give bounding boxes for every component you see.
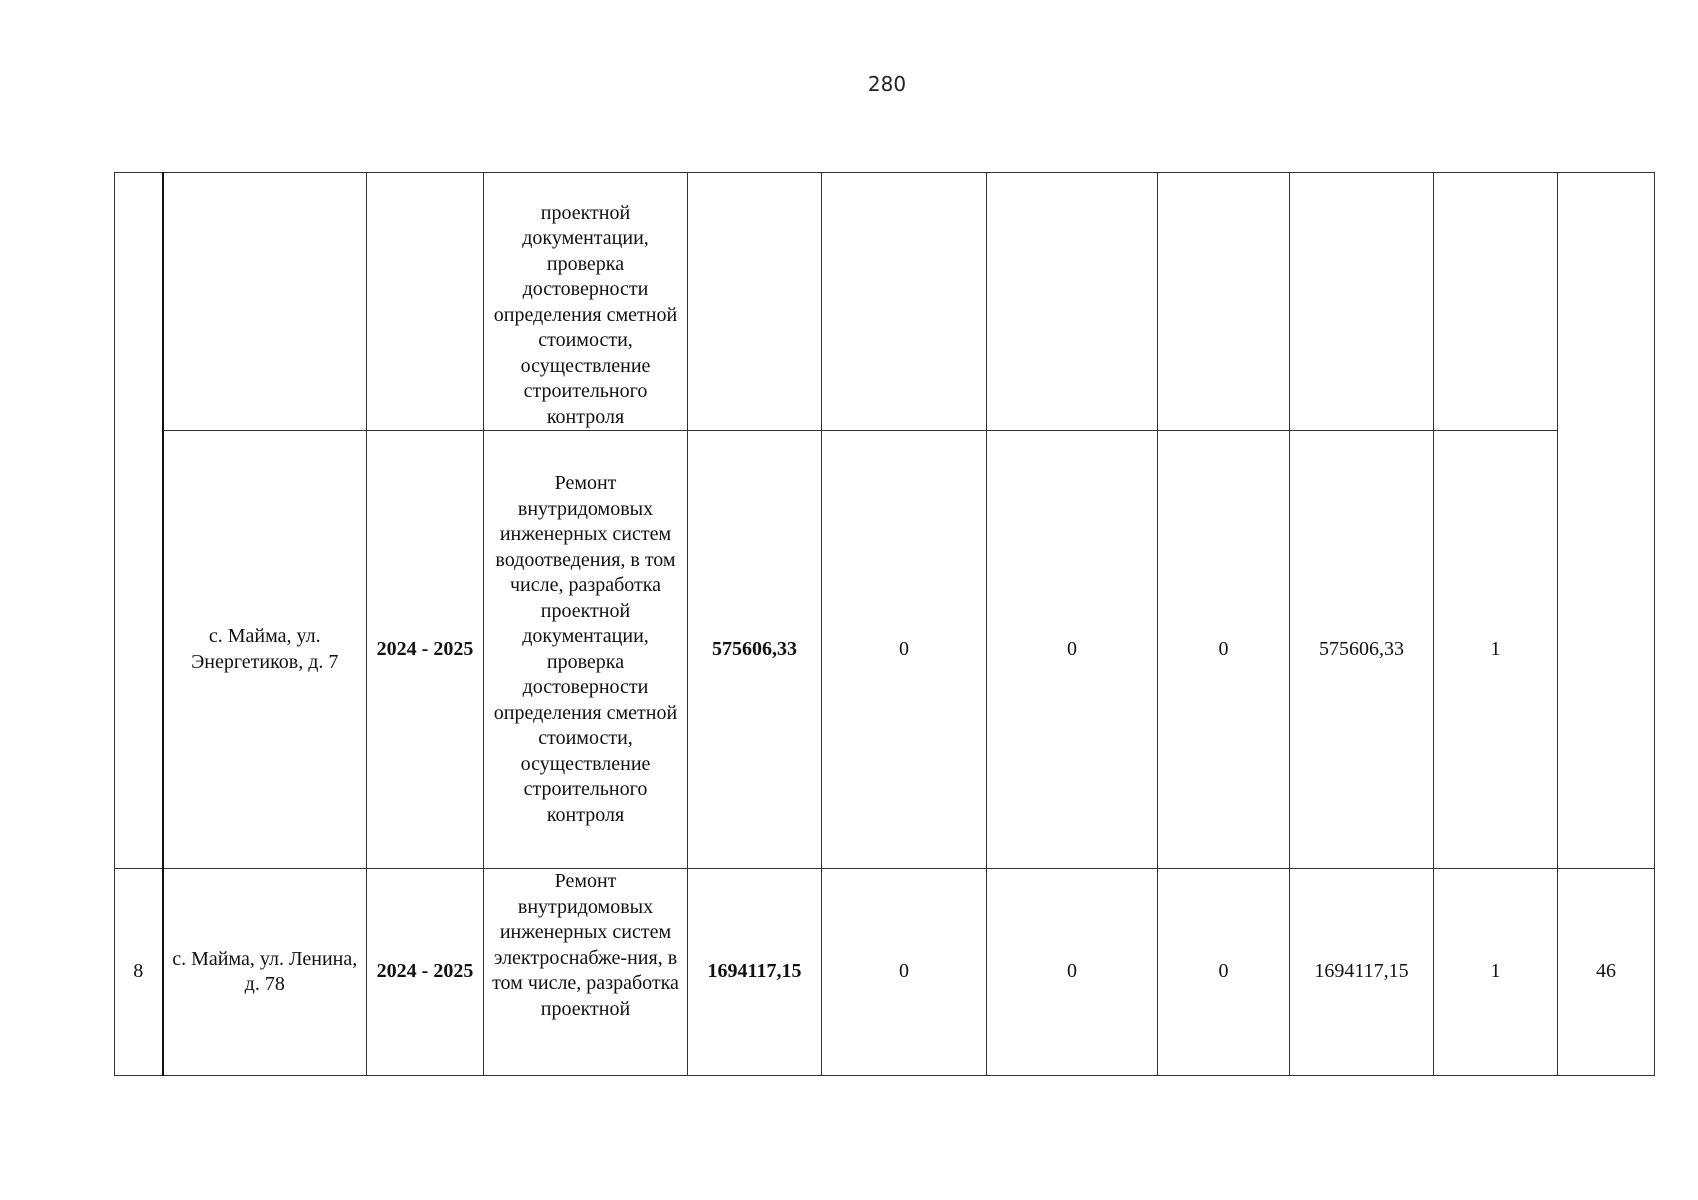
address-cell: с. Майма, ул. Ленина, д. 78 xyxy=(163,869,367,1076)
last-column-cell: 46 xyxy=(1558,869,1655,1076)
cost-cell-3: 0 xyxy=(1158,431,1290,869)
row-number-cell xyxy=(115,173,163,869)
total-cost-cell: 575606,33 xyxy=(688,431,822,869)
cost-cell-4: 575606,33 xyxy=(1290,431,1434,869)
address-cell xyxy=(163,173,367,431)
cost-cell-1: 0 xyxy=(822,869,987,1076)
work-description-cell: проектной документации, проверка достоверности определения сметной стоимости, осуществление строительного контроля xyxy=(484,173,688,431)
works-table xyxy=(114,172,1655,1076)
page-number: 280 xyxy=(867,72,907,96)
period-cell: 2024 - 2025 xyxy=(367,869,484,1076)
row-number-cell: 8 xyxy=(115,869,163,1076)
address-cell: с. Майма, ул. Энергетиков, д. 7 xyxy=(163,431,367,869)
table-row xyxy=(115,431,1655,869)
work-description-cell: Ремонт внутридомовых инженерных систем электроснабже-ния, в том числе, разработка проектной xyxy=(484,869,688,1076)
last-column-cell xyxy=(1558,173,1655,869)
work-description-cell: Ремонт внутридомовых инженерных систем водоотведения, в том числе, разработка проектной документации, проверка достоверности определения сметной стоимости, осуществление строительного контроля xyxy=(484,431,688,869)
count-cell: 1 xyxy=(1434,869,1558,1076)
period-cell xyxy=(367,173,484,431)
cost-cell-4: 1694117,15 xyxy=(1290,869,1434,1076)
count-cell xyxy=(1434,173,1558,431)
count-cell: 1 xyxy=(1434,431,1558,869)
cost-cell-3: 0 xyxy=(1158,869,1290,1076)
table-row xyxy=(115,173,1655,431)
period-cell: 2024 - 2025 xyxy=(367,431,484,869)
total-cost-cell: 1694117,15 xyxy=(688,869,822,1076)
cost-cell-3 xyxy=(1158,173,1290,431)
cost-cell-1 xyxy=(822,173,987,431)
cost-cell-2: 0 xyxy=(987,431,1158,869)
total-cost-cell xyxy=(688,173,822,431)
cost-cell-4 xyxy=(1290,173,1434,431)
table-row xyxy=(115,869,1655,1076)
cost-cell-2: 0 xyxy=(987,869,1158,1076)
cost-cell-1: 0 xyxy=(822,431,987,869)
cost-cell-2 xyxy=(987,173,1158,431)
